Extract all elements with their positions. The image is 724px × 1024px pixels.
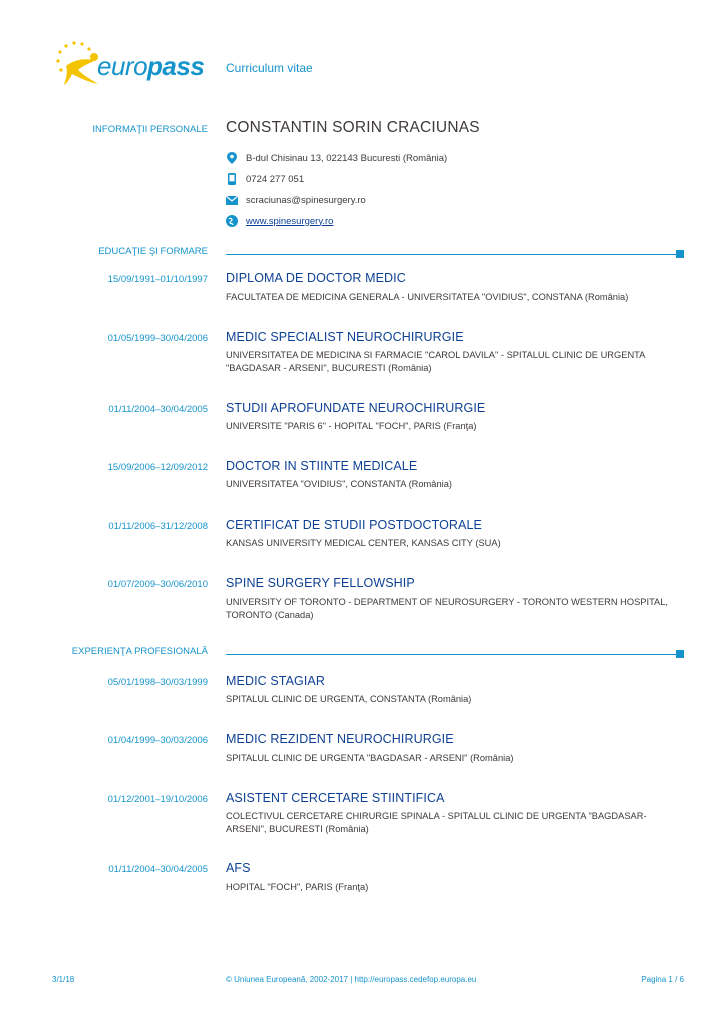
education-title: DIPLOMA DE DOCTOR MEDIC [226,271,406,285]
europass-wordmark [97,51,204,82]
section-marker [676,250,684,258]
location-pin-icon [226,152,238,164]
contact-phone [226,171,304,187]
contact-address [226,150,447,166]
experience-organisation: COLECTIVUL CERCETARE CHIRURGIE SPINALA - SPITALUL CLINIC DE URGENTA "BAGDASAR-ARSENI", BUCURESTI (România) [226,811,647,834]
experience-label: EXPERIENŢA PROFESIONALĂ [71,646,208,657]
contact-website [226,213,333,229]
email-text: scraciunas@spinesurgery.ro [246,194,366,206]
footer-page-number: Pagina 1 / 6 [641,975,684,984]
education-section-header [20,246,684,260]
envelope-icon [226,194,238,206]
experience-organisation: SPITALUL CLINIC DE URGENTA "BAGDASAR - ARSENI" (România) [226,753,514,763]
education-organisation: UNIVERSITE "PARIS 6" - HOPITAL "FOCH", PARIS (Franţa) [226,421,477,431]
person-name: CONSTANTIN SORIN CRACIUNAS [226,119,480,136]
experience-date: 01/04/1999–30/03/2006 [107,735,208,746]
logo-text-euro: euro [97,51,148,81]
website-link[interactable]: www.spinesurgery.ro [246,215,334,227]
education-title: DOCTOR IN STIINTE MEDICALE [226,459,418,473]
education-date: 01/05/1999–30/04/2006 [107,333,208,344]
experience-title: MEDIC STAGIAR [226,674,325,688]
experience-section-header [20,646,684,660]
education-title: SPINE SURGERY FELLOWSHIP [226,576,415,590]
education-organisation: KANSAS UNIVERSITY MEDICAL CENTER, KANSAS CITY (SUA) [226,538,501,548]
globe-icon [226,215,238,227]
experience-date: 01/12/2001–19/10/2006 [107,794,208,805]
experience-organisation: SPITALUL CLINIC DE URGENTA, CONSTANTA (România) [226,694,472,704]
experience-date: 05/01/1998–30/03/1999 [107,677,208,688]
document-title: Curriculum vitae [226,61,313,75]
contact-email [226,192,366,208]
education-title: STUDII APROFUNDATE NEUROCHIRURGIE [226,401,486,415]
education-label: EDUCAŢIE ŞI FORMARE [98,246,208,257]
education-organisation: UNIVERSITATEA DE MEDICINA SI FARMACIE "CAROL DAVILA" - SPITALUL CLINIC DE URGENTA "BAGDASAR - ARSENI", BUCURESTI (România) [226,350,645,373]
experience-organisation: HOPITAL "FOCH", PARIS (Franţa) [226,882,369,892]
footer-copyright: © Uniunea Europeană, 2002-2017 | http://europass.cedefop.europa.eu [226,975,477,984]
education-date: 01/11/2004–30/04/2005 [108,404,208,415]
phone-text: 0724 277 051 [246,173,305,185]
education-organisation: FACULTATEA DE MEDICINA GENERALA - UNIVERSITATEA "OVIDIUS", CONSTANA (România) [226,292,629,302]
logo-text-pass: pass [147,51,205,81]
education-date: 15/09/2006–12/09/2012 [107,462,208,473]
section-marker [676,650,684,658]
education-date: 15/09/1991–01/10/1997 [107,274,208,285]
education-organisation: UNIVERSITATEA "OVIDIUS", CONSTANTA (România) [226,479,452,489]
education-date: 01/11/2006–31/12/2008 [108,521,208,532]
mobile-phone-icon [226,173,238,185]
address-text: B-dul Chisinau 13, 022143 Bucuresti (România) [246,152,448,164]
section-divider [226,654,676,655]
section-divider [226,254,676,255]
personal-info-label: INFORMAŢII PERSONALE [92,124,208,135]
experience-title: MEDIC REZIDENT NEUROCHIRURGIE [226,732,454,746]
footer-date: 3/1/18 [52,975,75,984]
education-organisation: UNIVERSITY OF TORONTO - DEPARTMENT OF NEUROSURGERY - TORONTO WESTERN HOSPITAL, TORONTO (Canada) [226,597,669,620]
experience-title: ASISTENT CERCETARE STIINTIFICA [226,791,445,805]
education-date: 01/07/2009–30/06/2010 [107,579,208,590]
education-title: MEDIC SPECIALIST NEUROCHIRURGIE [226,330,464,344]
experience-date: 01/11/2004–30/04/2005 [108,864,208,875]
experience-title: AFS [226,861,251,875]
education-title: CERTIFICAT DE STUDII POSTDOCTORALE [226,518,482,532]
